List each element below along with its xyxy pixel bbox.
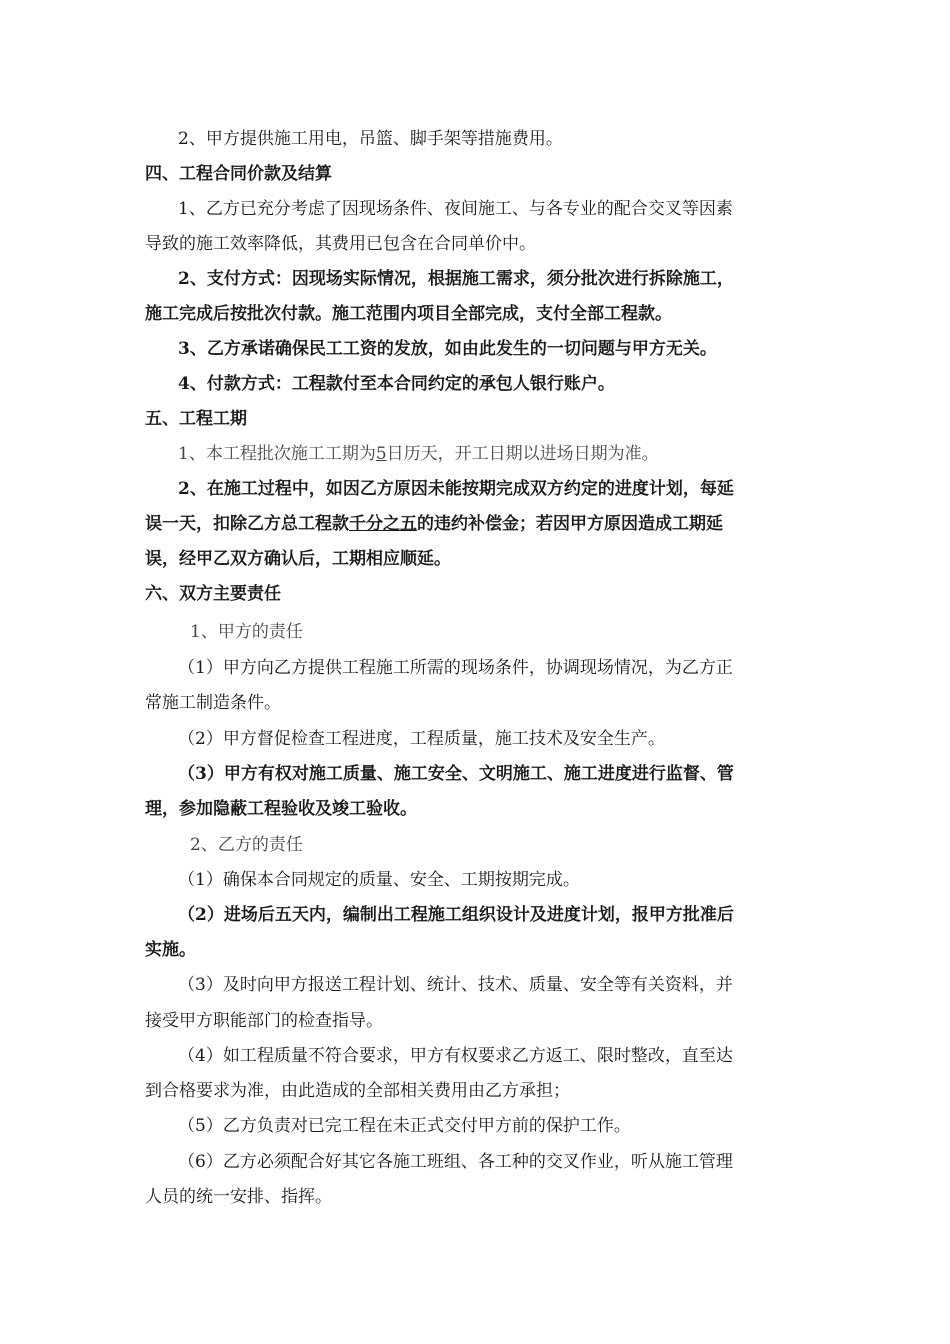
section-heading: 四、工程合同价款及结算 — [145, 164, 332, 184]
paragraph-line: 实施。 — [145, 940, 196, 960]
subsection-heading: 1、甲方的责任 — [190, 622, 303, 642]
paragraph-line: 人员的统一安排、指挥。 — [145, 1187, 332, 1207]
penalty-rate: 千分之五 — [349, 514, 417, 534]
paragraph-line: （6）乙方必须配合好其它各施工班组、各工种的交叉作业，听从施工管理 — [178, 1152, 733, 1172]
paragraph-line: （2）进场后五天内，编制出工程施工组织设计及进度计划，报甲方批准后 — [178, 905, 734, 925]
paragraph-line: 理，参加隐蔽工程验收及竣工验收。 — [145, 799, 417, 819]
paragraph-line: 到合格要求为准，由此造成的全部相关费用由乙方承担； — [145, 1081, 570, 1101]
paragraph-line: 1、本工程批次施工工期为5日历天，开工日期以进场日期为准。 — [178, 444, 659, 464]
section-heading: 六、双方主要责任 — [145, 584, 281, 604]
paragraph-line: （1）甲方向乙方提供工程施工所需的现场条件，协调现场情况，为乙方正 — [178, 658, 733, 678]
paragraph-line: 2、甲方提供施工用电，吊篮、脚手架等措施费用。 — [178, 129, 563, 149]
subsection-heading: 2、乙方的责任 — [190, 835, 303, 855]
paragraph-line: 1、乙方已充分考虑了因现场条件、夜间施工、与各专业的配合交叉等因素 — [178, 199, 733, 219]
paragraph-line: （1）确保本合同规定的质量、安全、工期按期完成。 — [178, 870, 580, 890]
paragraph-line: 误，经甲乙双方确认后，工期相应顺延。 — [145, 549, 451, 569]
paragraph-line: （5）乙方负责对已完工程在未正式交付甲方前的保护工作。 — [178, 1116, 631, 1136]
paragraph-line: 导致的施工效率降低，其费用已包含在合同单价中。 — [145, 234, 536, 254]
paragraph-line: 2、在施工过程中，如因乙方原因未能按期完成双方约定的进度计划，每延 — [178, 479, 734, 499]
paragraph-line: 3、乙方承诺确保民工工资的发放，如由此发生的一切问题与甲方无关。 — [178, 339, 717, 359]
paragraph-line: 4、付款方式：工程款付至本合同约定的承包人银行账户。 — [178, 374, 615, 394]
paragraph-line: （2）甲方督促检查工程进度，工程质量，施工技术及安全生产。 — [178, 729, 665, 749]
paragraph-line: 施工完成后按批次付款。施工范围内项目全部完成，支付全部工程款。 — [145, 304, 672, 324]
paragraph-line: 常施工制造条件。 — [145, 693, 281, 713]
section-heading: 五、工程工期 — [145, 409, 247, 429]
duration-value: 5 — [375, 444, 387, 464]
paragraph-line: 误一天，扣除乙方总工程款千分之五的违约补偿金；若因甲方原因造成工期延 — [145, 514, 723, 534]
paragraph-line: 接受甲方职能部门的检查指导。 — [145, 1011, 383, 1031]
paragraph-line: （3）甲方有权对施工质量、施工安全、文明施工、施工进度进行监督、管 — [178, 764, 734, 784]
paragraph-line: （3）及时向甲方报送工程计划、统计、技术、质量、安全等有关资料，并 — [178, 975, 733, 995]
paragraph-line: 2、支付方式：因现场实际情况，根据施工需求，须分批次进行拆除施工， — [178, 269, 734, 289]
paragraph-line: （4）如工程质量不符合要求，甲方有权要求乙方返工、限时整改，直至达 — [178, 1046, 733, 1066]
